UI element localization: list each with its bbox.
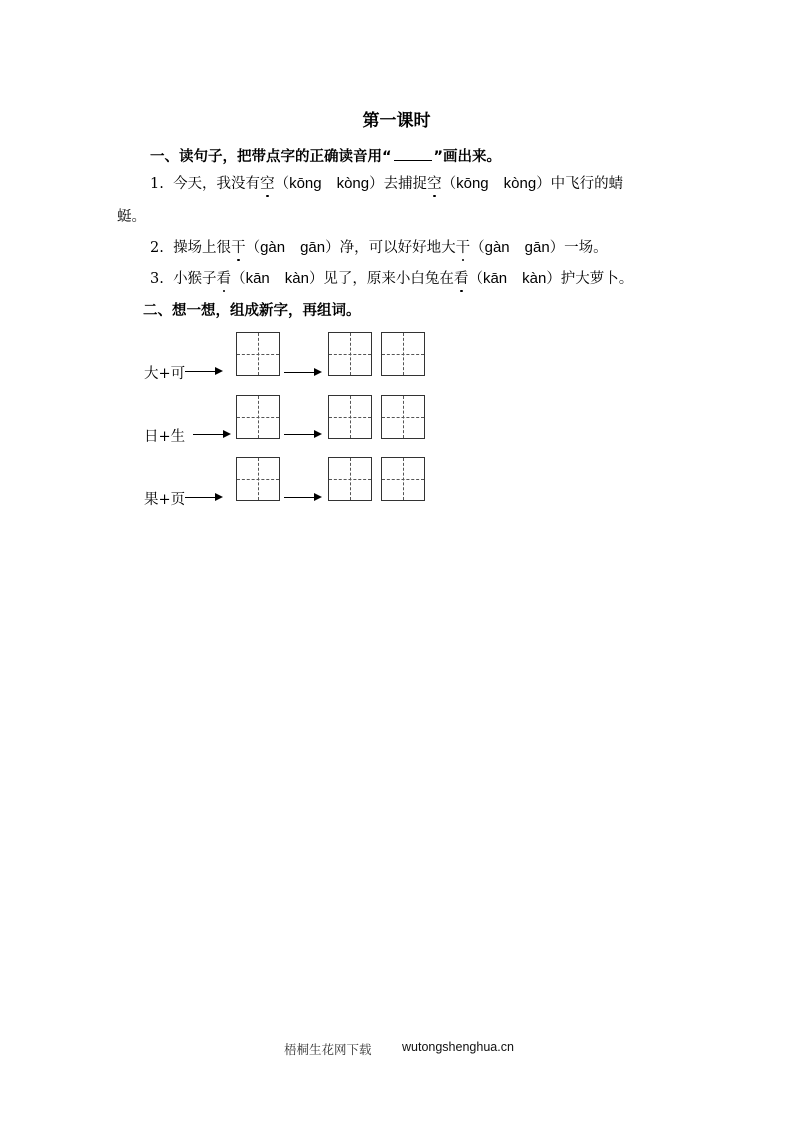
pinyin-options: kān kàn: [245, 270, 309, 287]
arrow-icon: [284, 497, 320, 498]
writing-grid-char[interactable]: [236, 332, 280, 376]
text: ）中飞行的蜻: [536, 176, 624, 192]
writing-grid-word-1[interactable]: [328, 395, 372, 439]
writing-grid-word-2[interactable]: [381, 457, 425, 501]
text: ）去捕捉: [369, 176, 428, 192]
item-number: 1.: [150, 176, 164, 192]
dotted-char: 空: [260, 172, 275, 193]
page-title: 第一课时: [362, 111, 431, 131]
pinyin-options: kōng kòng: [456, 175, 537, 192]
compose-label-3: 果+页: [144, 492, 186, 508]
text: （: [245, 240, 261, 256]
text: ）见了，原来小白兔在: [308, 271, 454, 287]
item-number: 2.: [150, 240, 164, 256]
question-item-2: [150, 236, 608, 257]
footer-url[interactable]: wutongshenghua.cn: [402, 1040, 514, 1054]
pinyin-options: kān kàn: [482, 270, 547, 287]
arrow-icon: [284, 434, 320, 435]
text: 今天，我没有: [173, 176, 261, 192]
text: （: [274, 176, 290, 192]
section1-heading: [150, 145, 501, 166]
pinyin-options: gàn gān: [260, 239, 326, 256]
item-number: 3.: [150, 271, 164, 287]
dotted-char: 看: [217, 267, 232, 288]
writing-grid-word-2[interactable]: [381, 332, 425, 376]
compose-label-1: 大+可: [144, 366, 186, 382]
text: 操场上很: [173, 240, 232, 256]
text: 小猴子: [173, 271, 217, 287]
text: （: [231, 271, 246, 287]
writing-grid-word-1[interactable]: [328, 332, 372, 376]
question-item-1-cont: 蜓。: [117, 209, 146, 225]
question-item-3: [150, 267, 633, 288]
compose-label-2: 日+生: [144, 429, 186, 445]
writing-grid-char[interactable]: [236, 395, 280, 439]
text: （: [470, 240, 485, 256]
pinyin-options: gàn gān: [484, 239, 550, 256]
dotted-char: 空: [427, 172, 442, 193]
arrow-icon: [185, 371, 221, 372]
arrow-icon: [284, 372, 320, 373]
dotted-char: 干: [231, 236, 246, 257]
section1-heading-text: 一、读句子，把带点字的正确读音用“: [150, 149, 392, 165]
pinyin-options: kōng kòng: [289, 175, 370, 192]
writing-grid-word-1[interactable]: [328, 457, 372, 501]
writing-grid-word-2[interactable]: [381, 395, 425, 439]
text: ）一场。: [549, 240, 608, 256]
dotted-char: 干: [456, 236, 471, 257]
writing-grid-char[interactable]: [236, 457, 280, 501]
dotted-char: 看: [454, 267, 469, 288]
section2-heading: 二、想一想，组成新字，再组词。: [143, 303, 361, 319]
text: （: [441, 176, 457, 192]
text: ）净，可以好好地大: [325, 240, 456, 256]
question-item-1: [150, 172, 623, 193]
underline-blank: [394, 148, 432, 161]
arrow-icon: [193, 434, 229, 435]
section1-heading-tail: ”画出来。: [433, 149, 502, 165]
arrow-icon: [185, 497, 221, 498]
text: ）护大萝卜。: [546, 271, 634, 287]
footer-site-name: 梧桐生花网下载: [284, 1042, 372, 1057]
text: （: [468, 271, 483, 287]
